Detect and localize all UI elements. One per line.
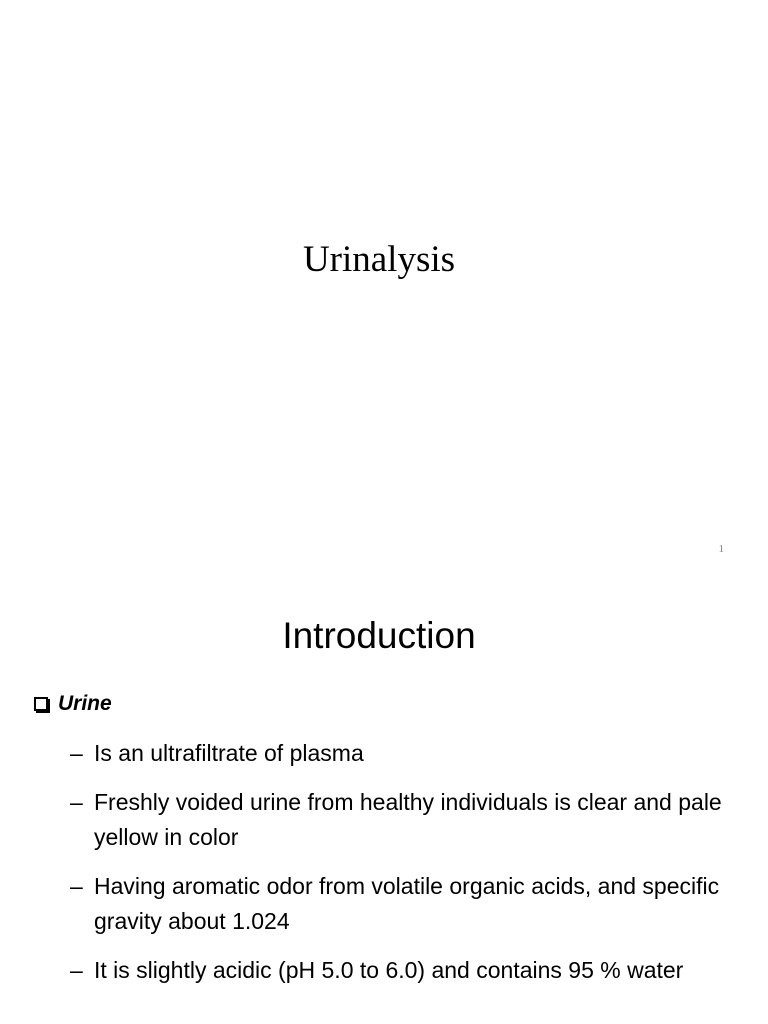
dash-bullet-icon: – [70,873,83,899]
page-number: 1 [718,543,724,555]
dash-bullet-icon: – [70,740,83,766]
sub-bullet-text: Having aromatic odor from volatile organic acids, and specific gravity about 1.024 [94,873,720,934]
sub-bullet-item [70,785,730,855]
dash-bullet-icon: – [70,957,83,983]
sub-bullet-text: It is slightly acidic (pH 5.0 to 6.0) and contains 95 % water [94,957,684,983]
slide-2 [0,576,768,1024]
checkbox-square-bullet-icon [34,697,48,711]
bullet-label: Urine [58,692,112,715]
sub-bullet-text: Is an ultrafiltrate of plasma [94,740,364,766]
dash-bullet-icon: – [70,789,83,815]
sub-bullet-item [70,953,730,988]
sub-bullet-item [70,869,730,939]
slide-title-introduction: Introduction [282,615,476,656]
sub-bullet-list [70,736,730,1002]
bullet-urine [34,690,112,718]
sub-bullet-text: Freshly voided urine from healthy individuals is clear and pale yellow in color [94,789,722,850]
sub-bullet-item [70,736,730,771]
slide-title-urinalysis: Urinalysis [302,239,456,280]
